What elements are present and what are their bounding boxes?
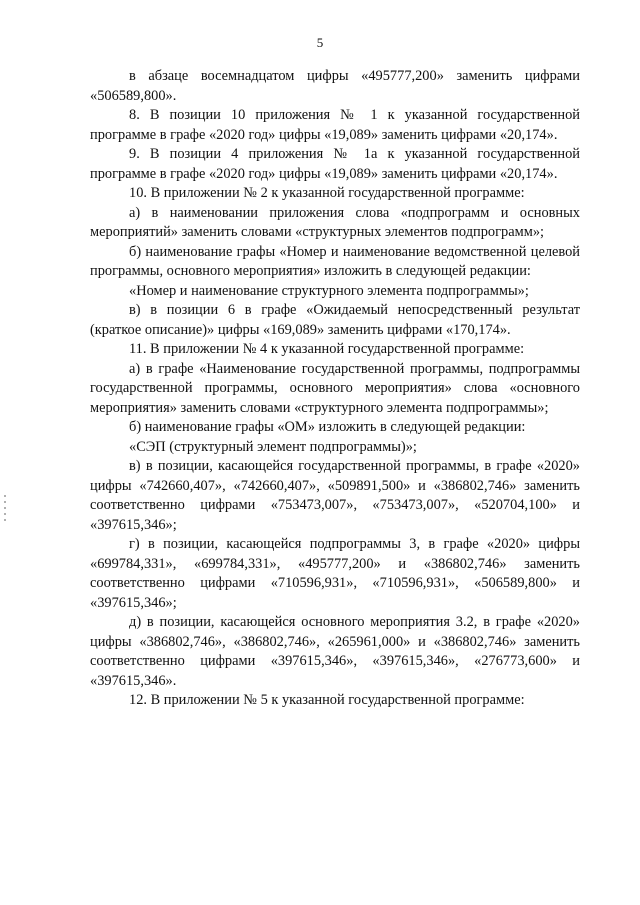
margin-scan-marks bbox=[4, 495, 6, 525]
paragraph-item-10v: в) в позиции 6 в графе «Ожидаемый непосредственный результат (краткое описание)» цифры «169,089» заменить цифрами «170,174». bbox=[90, 302, 580, 338]
paragraph-item-11: 11. В приложении № 4 к указанной государственной программе: bbox=[129, 341, 525, 357]
paragraph-item-11b: б) наименование графы «ОМ» изложить в следующей редакции: bbox=[129, 419, 526, 435]
paragraph-item-10b: б) наименование графы «Номер и наименование ведомственной целевой программы, основного мероприятия» изложить в следующей редакции: bbox=[90, 243, 580, 279]
paragraph-item-11v: в) в позиции, касающейся государственной программы, в графе «2020» цифры «742660,407», «742660,407», «509891,500» и «386802,746» заменить соответственно цифрами «753473,007», «753473,007», «520704,100» и «397615,346»; bbox=[90, 458, 580, 533]
document-body bbox=[90, 67, 580, 711]
paragraph-item-10b-quote: «Номер и наименование структурного элемента подпрограммы»; bbox=[129, 282, 529, 299]
paragraph-item-10a: а) в наименовании приложения слова «подпрограмм и основных мероприятий» заменить словами «структурных элементов подпрограмм»; bbox=[90, 204, 580, 240]
paragraph-item-8: 8. В позиции 10 приложения № 1 к указанной государственной программе в графе «2020 год» цифры «19,089» заменить цифрами «20,174». bbox=[90, 107, 580, 143]
paragraph-item-11d: д) в позиции, касающейся основного мероприятия 3.2, в графе «2020» цифры «386802,746», «386802,746», «265961,000» и «386802,746» заменить соответственно цифрами «397615,346», «397615,346», «276773,600» и «397615,346». bbox=[90, 614, 580, 689]
paragraph-item-11b-quote: «СЭП (структурный элемент подпрограммы)»; bbox=[129, 438, 417, 455]
paragraph-item-9: 9. В позиции 4 приложения № 1а к указанной государственной программе в графе «2020 год» цифры «19,089» заменить цифрами «20,174». bbox=[90, 146, 580, 182]
paragraph-item-12: 12. В приложении № 5 к указанной государственной программе: bbox=[129, 692, 525, 708]
paragraph-item-11a: а) в графе «Наименование государственной программы, подпрограммы государственной программы, основного мероприятия» слова «основного мероприятия» заменить словами «структурного элемента подпрограммы»; bbox=[90, 360, 580, 416]
paragraph-item-10: 10. В приложении № 2 к указанной государственной программе: bbox=[129, 185, 525, 201]
page-number: 5 bbox=[316, 35, 324, 50]
paragraph-amendment-abzac-18: в абзаце восемнадцатом цифры «495777,200» заменить цифрами «506589,800». bbox=[90, 68, 580, 104]
paragraph-item-11g: г) в позиции, касающейся подпрограммы 3, в графе «2020» цифры «699784,331», «699784,331», «495777,200» и «386802,746» заменить соответственно цифрами «710596,931», «710596,931», «506589,800» и «397615,346»; bbox=[90, 536, 580, 611]
